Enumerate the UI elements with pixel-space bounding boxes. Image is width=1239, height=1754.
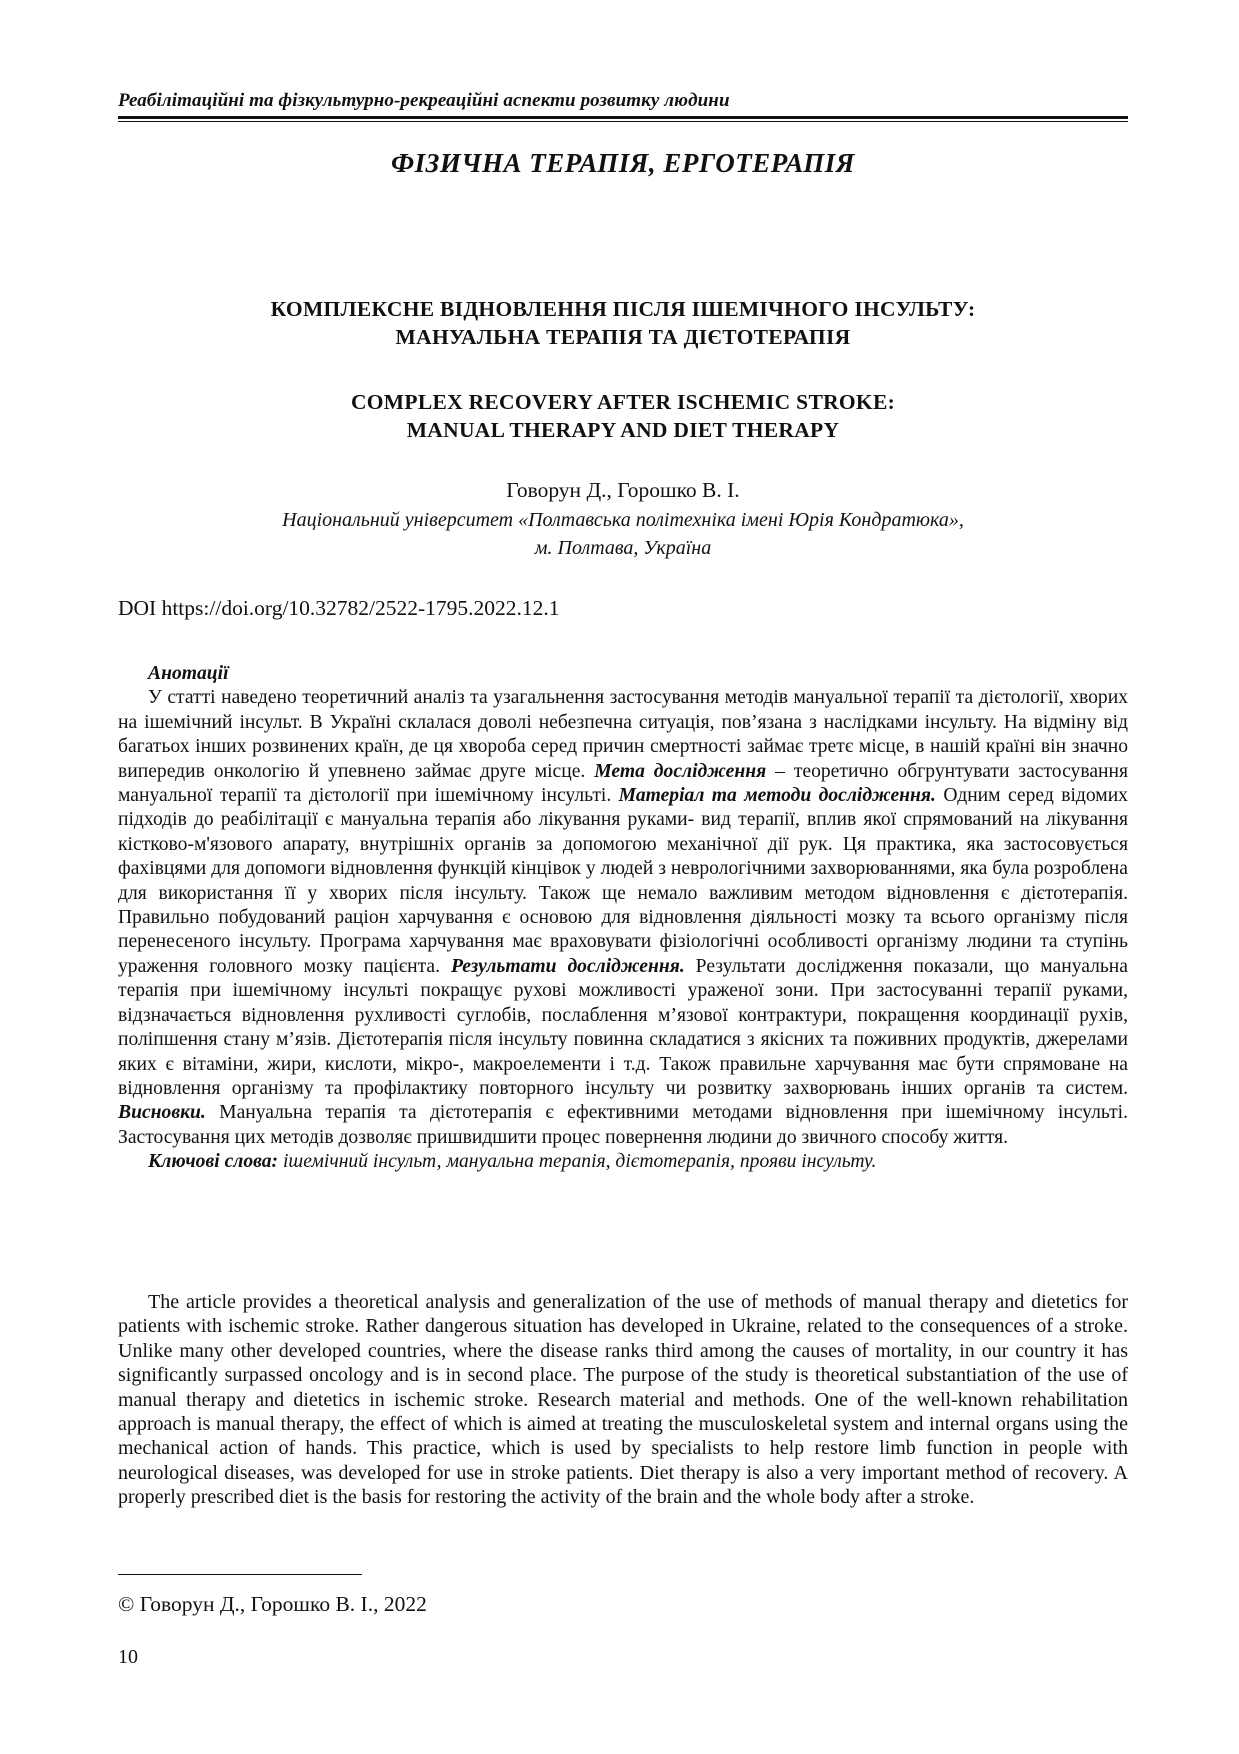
abstract-english: The article provides a theoretical analysis and generalization of the use of methods of manual therapy and dietetics for patients with ischemic stroke. Rather dangerous situation has developed in Ukraine, related to the consequences of a stroke. Unlike many other developed countries, where the disease ranks third among the causes of mortality, in our country it has significantly surpassed oncology and is in second place. The purpose of the study is theoretical substantiation of the use of manual therapy and dietetics in ischemic stroke. Research material and methods. One of the well-known rehabilitation approach is manual therapy, the effect of which is aimed at treating the musculoskeletal system and internal organs using the mechanical action of hands. This practice, which is used by specialists to help restore limb function in people with neurological diseases, was developed for use in stroke patients. Diet therapy is also a very important method of recovery. A properly prescribed diet is the basis for restoring the activity of the brain and the whole body after a stroke. [118, 1291, 1128, 1509]
running-head: Реабілітаційні та фізкультурно-рекреаційні аспекти розвитку людини [118, 90, 730, 111]
doi: DOI https://doi.org/10.32782/2522-1795.2022.12.1 [118, 596, 560, 620]
aim-label: Мета дослідження [594, 760, 767, 782]
conclusions-label: Висновки. [118, 1102, 206, 1124]
abstract-body [118, 686, 1128, 1150]
copyright: © Говорун Д., Горошко В. І., 2022 [118, 1592, 427, 1616]
methods-text: Одним серед відомих підходів до реабілітації є мануальна терапія або лікування руками- вид терапії, вплив якої спрямований на лікування кістково-м'язового апарату, внутрішніх органів за допомогою механічної дії рук. Ця практика, яка застосовується фахівцями для допомоги відновлення функцій кінцівок у людей з неврологічними захворюваннями, яка була розроблена для використання її у хворих після інсульту. Також ще немало важливим методом відновлення є дієтотерапія. Правильно побудований раціон харчування є основою для відновлення діяльності мозку та всього організму після перенесеного інсульту. Програма харчування має враховувати фізіологічні особливості організму людини та ступінь ураження головного мозку пацієнта. [118, 785, 1128, 977]
abstract-ukrainian [118, 662, 1128, 1175]
results-label: Результати дослідження. [450, 955, 685, 977]
affiliation-line-1: Національний університет «Полтавська політехніка імені Юрія Кондратюка», [282, 509, 964, 531]
page-number: 10 [118, 1646, 138, 1668]
keywords-label: Ключові слова: [148, 1151, 279, 1173]
conclusions-text: Мануальна терапія та дієтотерапія є ефективними методами відновлення при ішемічному інсульті. Застосування цих методів дозволяє пришвидшити процес повернення людини до звичного способу життя. [118, 1102, 1128, 1148]
abstract-intro: У статті наведено теоретичний аналіз та узагальнення застосування методів мануальної терапії та дієтології, хворих на ішемічний інсульт. В Україні склалася доволі небезпечна ситуація, пов’язана з наслідками інсульту. На відміну від багатьох інших розвинених країн, де ця хвороба серед причин смертності займає третє місце, в нашій країні він значно випередив онкологію й упевнено займає друге місце. [118, 687, 1128, 782]
aim-text: – теоретично обгрунтувати застосування мануальної терапії та дієтології при ішемічному інсульті. [118, 760, 1128, 807]
keywords [118, 1150, 1128, 1174]
title-en-line-2: MANUAL THERAPY AND DIET THERAPY [406, 418, 840, 442]
title-english [118, 388, 1128, 444]
title-ukrainian [118, 295, 1128, 351]
abstract-heading: Анотації [148, 663, 229, 684]
title-en-line-1: COMPLEX RECOVERY AFTER ISCHEMIC STROKE: [350, 390, 896, 414]
results-text: Результати дослідження показали, що мануальна терапія при ішемічному інсульті покращує рухові можливості ураженої зони. При застосуванні терапії руками, відзначається відновлення рухливості суглобів, послаблення м’язової контрактури, покращення координації рухів, поліпшення стану м’язів. Дієтотерапія після інсульту повинна складатися з якісних та поживних продуктів, джерелами яких є вітаміни, жири, кислоти, мікро-, макроелементи і т.д. Також правильне харчування має бути спрямоване на відновлення організму та профілактику повторного інсульту чи розвитку захворювань інших органів та систем. [118, 955, 1128, 1099]
keywords-text: ішемічний інсульт, мануальна терапія, дієтотерапія, прояви інсульту. [278, 1151, 877, 1173]
header-rule-thick [118, 116, 1128, 119]
affiliation [118, 506, 1128, 562]
affiliation-line-2: м. Полтава, Україна [534, 537, 712, 559]
section-title: ФІЗИЧНА ТЕРАПІЯ, ЕРГОТЕРАПІЯ [391, 148, 855, 178]
title-ua-line-2: МАНУАЛЬНА ТЕРАПІЯ ТА ДІЄТОТЕРАПІЯ [395, 325, 851, 349]
methods-label: Матеріал та методи дослідження. [618, 785, 936, 807]
footnote-rule [118, 1574, 362, 1575]
title-ua-line-1: КОМПЛЕКСНЕ ВІДНОВЛЕННЯ ПІСЛЯ ІШЕМІЧНОГО ІНСУЛЬТУ: [270, 297, 976, 321]
authors: Говорун Д., Горошко В. І. [506, 478, 740, 502]
header-rule-thin [118, 121, 1128, 122]
